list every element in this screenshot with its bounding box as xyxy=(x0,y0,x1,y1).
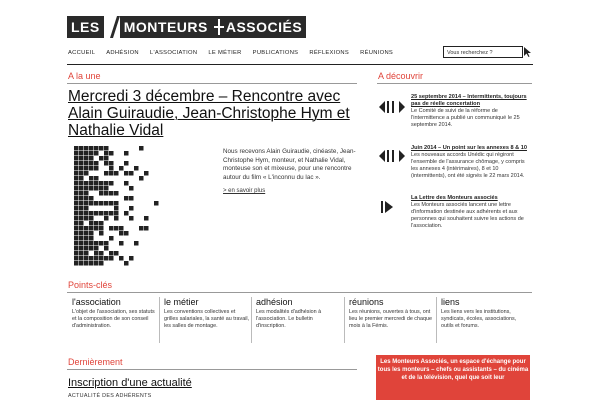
discover-item-title[interactable]: 25 septembre 2014 – Intermittents, toujours pas de réelle concertation xyxy=(411,94,527,107)
key-point-liens[interactable] xyxy=(441,297,527,330)
section-heading-dernierement: Dernièrement xyxy=(68,357,123,367)
nav-item-accueil[interactable]: ACCUEIL xyxy=(68,50,96,56)
nav-item-reunions[interactable]: RÉUNIONS xyxy=(360,50,394,56)
logo-monteurs: MONTEURS xyxy=(120,16,212,38)
logo-associes: ASSOCIÉS xyxy=(226,16,306,38)
column-divider xyxy=(344,297,345,343)
nav-divider xyxy=(67,64,533,65)
rewind-forward-icon xyxy=(378,100,406,116)
key-point-text: L'objet de l'association, ses statuts et la composition de son conseil d'administration. xyxy=(72,309,155,329)
key-point-title[interactable]: adhésion xyxy=(256,297,293,307)
discover-item-text: Les Monteurs associés lancent une lettre d'information destinée aux adhérents et aux personnes qui souhaitent suivre les actions de l'association. xyxy=(411,202,524,229)
divider xyxy=(67,369,357,370)
play-next-icon xyxy=(378,200,406,216)
key-point-title[interactable]: le métier xyxy=(164,297,199,307)
nav-item-adhesion[interactable]: ADHÉSION xyxy=(106,50,139,56)
key-point-reunions[interactable] xyxy=(349,297,435,330)
mouse-cursor-icon xyxy=(524,44,532,54)
featured-article-description: Nous recevons Alain Guiraudie, cinéaste, Jean-Christophe Hym, monteur, et Nathalie Vidal, monteuse son et mixeuse, pour une rencontre autour du film « L'inconnu du lac ». xyxy=(223,148,356,181)
discover-item-title[interactable]: Juin 2014 – Un point sur les annexes 8 & 10 xyxy=(411,145,527,151)
key-point-text: Les réunions, ouvertes à tous, ont lieu le premier mercredi de chaque mois à la Fémis. xyxy=(349,309,432,329)
site-logo[interactable] xyxy=(67,16,306,38)
promo-text: Les Monteurs Associés, un espace d'échange pour tous les monteurs – chefs ou assistants – du cinéma et de la télévision, quel que soit leur xyxy=(377,359,529,381)
divider xyxy=(67,83,357,84)
key-point-title[interactable]: liens xyxy=(441,297,460,307)
featured-article-title[interactable]: Mercredi 3 décembre – Rencontre avec Alain Guiraudie, Jean-Christophe Hym et Nathalie Vidal xyxy=(68,88,350,139)
read-more-link[interactable]: > en savoir plus xyxy=(223,188,266,194)
promo-box xyxy=(376,355,530,400)
discover-item[interactable] xyxy=(378,145,530,190)
nav-item-reflexions[interactable]: RÉFLEXIONS xyxy=(309,50,350,56)
nav-item-metier[interactable]: LE MÉTIER xyxy=(208,50,242,56)
key-point-text: Les liens vers les institutions, syndicats, écoles, associations, outils et forums. xyxy=(441,309,517,329)
discover-item[interactable] xyxy=(378,94,530,134)
nav-item-association[interactable]: L'ASSOCIATION xyxy=(149,50,198,56)
key-point-text: Les conventions collectives et grilles salariales, la santé au travail, les salles de montage. xyxy=(164,309,250,329)
rewind-forward-icon xyxy=(378,149,406,165)
search-input[interactable]: Vous recherchez ? xyxy=(443,46,523,58)
discover-item-title[interactable]: La Lettre des Monteurs associés xyxy=(411,195,498,201)
key-point-title[interactable]: l'association xyxy=(72,297,121,307)
logo-plus-icon xyxy=(212,16,226,38)
section-heading-a-la-une: A la une xyxy=(68,71,101,81)
latest-article-tag[interactable]: ACTUALITÉ DES ADHÉRENTS xyxy=(68,393,152,399)
column-divider xyxy=(251,297,252,343)
discover-item-text: Le Comité de suivi de la réforme de l'intermittence a publié un communiqué le 25 septembre 2014. xyxy=(411,108,520,128)
logo-les: LES xyxy=(67,16,104,38)
section-heading-points-cles: Points-clés xyxy=(68,280,113,290)
main-nav xyxy=(68,50,393,56)
key-point-adhesion[interactable] xyxy=(256,297,342,330)
featured-article-image[interactable] xyxy=(74,146,214,266)
key-point-text: Les modalités d'adhésion à l'association. Le bulletin d'inscription. xyxy=(256,309,322,329)
key-point-metier[interactable] xyxy=(164,297,250,330)
logo-slash-icon xyxy=(110,16,120,38)
nav-item-publications[interactable]: PUBLICATIONS xyxy=(252,50,299,56)
section-heading-a-decouvrir: A découvrir xyxy=(378,71,424,81)
divider xyxy=(67,292,532,293)
key-point-title[interactable]: réunions xyxy=(349,297,384,307)
discover-item-text: Les nouveaux accords Unédic qui régiront l'ensemble de l'assurance chômage, y compris les annexes 4 (intérimaires), 8 et 10 (intermittents), ont été signés le 22 mars 2014. xyxy=(411,152,525,179)
discover-item[interactable] xyxy=(378,195,530,235)
column-divider xyxy=(159,297,160,343)
column-divider xyxy=(436,297,437,343)
divider xyxy=(377,83,532,84)
latest-article-title[interactable]: Inscription d'une actualité xyxy=(68,377,192,389)
key-point-association[interactable] xyxy=(72,297,158,330)
